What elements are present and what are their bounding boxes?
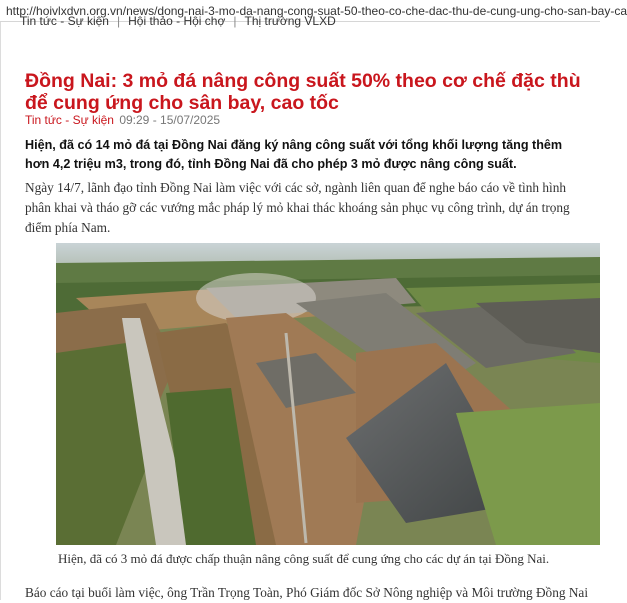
article-paragraph: Báo cáo tại buổi làm việc, ông Trần Trọng Toàn, Phó Giám đốc Sở Nông nghiệp và Môi trường Đồng Nai bbox=[25, 585, 589, 600]
nav-item-news[interactable]: Tin tức - Sự kiện bbox=[20, 14, 109, 28]
article-title: Đồng Nai: 3 mỏ đá nâng công suất 50% theo cơ chế đặc thù để cung ứng cho sân bay, cao tốc bbox=[25, 70, 581, 114]
nav-item-market[interactable]: Thị trường VLXD bbox=[244, 14, 336, 28]
nav-separator: | bbox=[233, 14, 237, 28]
url-text: http://hoivlxdvn.org.vn/news/dong-nai-3-mo-da-nang-cong-suat-50-theo-co-che-dac-thu-de-cung-ung-cho-san-bay-ca bbox=[6, 4, 627, 18]
article-paragraph: Ngày 14/7, lãnh đạo tỉnh Đồng Nai làm việc với các sở, ngành liên quan để nghe báo cáo về tình hình phân khai và tháo gỡ các vướng mắc pháp lý mỏ khai thác khoáng sản phục vụ công trình, dự án trọng điểm phía Nam. bbox=[25, 180, 570, 235]
quarry-aerial-image bbox=[56, 243, 600, 545]
nav-item-events[interactable]: Hội thảo - Hội chợ bbox=[128, 14, 226, 28]
article-meta bbox=[25, 113, 220, 127]
page-border bbox=[0, 22, 1, 600]
image-caption: Hiện, đã có 3 mỏ đá được chấp thuận nâng công suất để cung ứng cho các dự án tại Đồng Nai. bbox=[58, 551, 550, 566]
article-category-link[interactable]: Tin tức - Sự kiện bbox=[25, 113, 114, 127]
top-nav bbox=[20, 14, 600, 38]
nav-separator: | bbox=[116, 14, 121, 28]
article-photo bbox=[56, 243, 600, 545]
article-sapo: Hiện, đã có 14 mỏ đá tại Đồng Nai đăng ký nâng công suất với tổng khối lượng tăng thêm hơn 4,2 triệu m3, trong đó, tỉnh Đồng Nai đã cho phép 3 mỏ được nâng công suất. bbox=[25, 138, 563, 171]
article-time: 09:29 - 15/07/2025 bbox=[119, 113, 221, 127]
